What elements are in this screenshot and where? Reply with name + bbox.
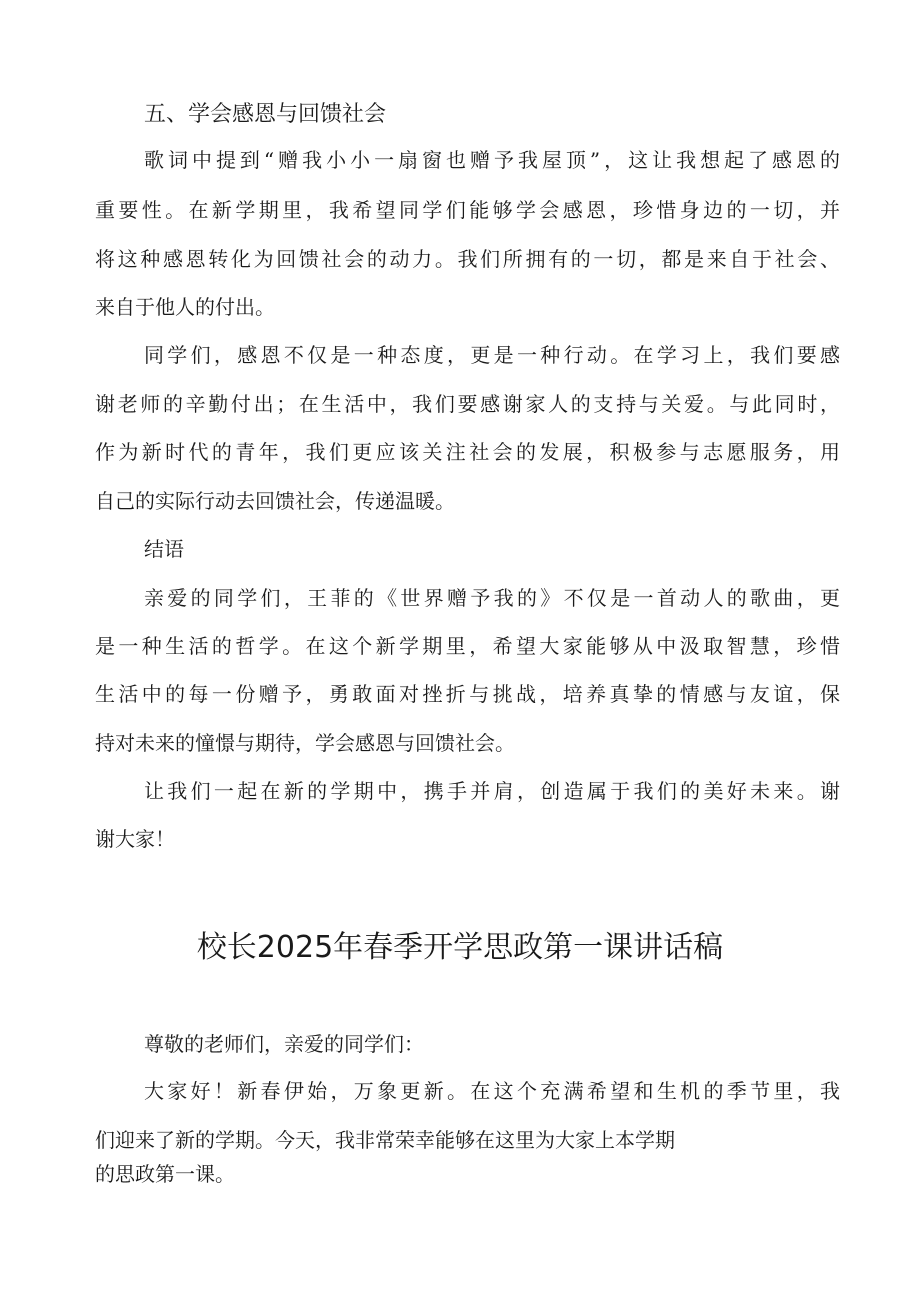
- paragraph-line: 亲爱的同学们，王菲的《世界赠予我的》不仅是一首动人的歌曲，更: [144, 586, 840, 610]
- paragraph-line: 谢老师的辛勤付出；在生活中，我们要感谢家人的支持与关爱。与此同时，: [95, 392, 840, 416]
- paragraph-line: 的思政第一课。: [95, 1162, 235, 1186]
- conclusion-label: 结语: [144, 537, 184, 561]
- paragraph-line: 将这种感恩转化为回馈社会的动力。我们所拥有的一切，都是来自于社会、: [95, 247, 840, 271]
- paragraph-line: 大家好！新春伊始，万象更新。在这个充满希望和生机的季节里，我: [144, 1079, 840, 1103]
- salutation: 尊敬的老师们，亲爱的同学们：: [144, 1032, 424, 1056]
- paragraph-line: 重要性。在新学期里，我希望同学们能够学会感恩，珍惜身边的一切，并: [95, 198, 840, 222]
- paragraph-line: 作为新时代的青年，我们更应该关注社会的发展，积极参与志愿服务，用: [95, 440, 840, 464]
- speech-title: 校长2025年春季开学思政第一课讲话稿: [196, 930, 724, 965]
- paragraph-line: 生活中的每一份赠予，勇敢面对挫折与挑战，培养真挚的情感与友谊，保: [95, 682, 840, 706]
- section-heading: 五、学会感恩与回馈社会: [144, 102, 387, 127]
- paragraph-line: 自己的实际行动去回馈社会，传递温暖。: [95, 489, 455, 513]
- paragraph-line: 让我们一起在新的学期中，携手并肩，创造属于我们的美好未来。谢: [144, 779, 840, 803]
- paragraph-line: 同学们，感恩不仅是一种态度，更是一种行动。在学习上，我们要感: [144, 343, 840, 367]
- paragraph-line: 持对未来的憧憬与期待，学会感恩与回馈社会。: [95, 731, 515, 755]
- paragraph-line: 歌词中提到“赠我小小一扇窗也赠予我屋顶”，这让我想起了感恩的: [144, 148, 840, 172]
- paragraph-line: 们迎来了新的学期。今天，我非常荣幸能够在这里为大家上本学期: [95, 1128, 675, 1152]
- paragraph-line: 是一种生活的哲学。在这个新学期里，希望大家能够从中汲取智慧，珍惜: [95, 634, 840, 658]
- paragraph-line: 谢大家！: [95, 827, 175, 851]
- paragraph-line: 来自于他人的付出。: [95, 295, 275, 319]
